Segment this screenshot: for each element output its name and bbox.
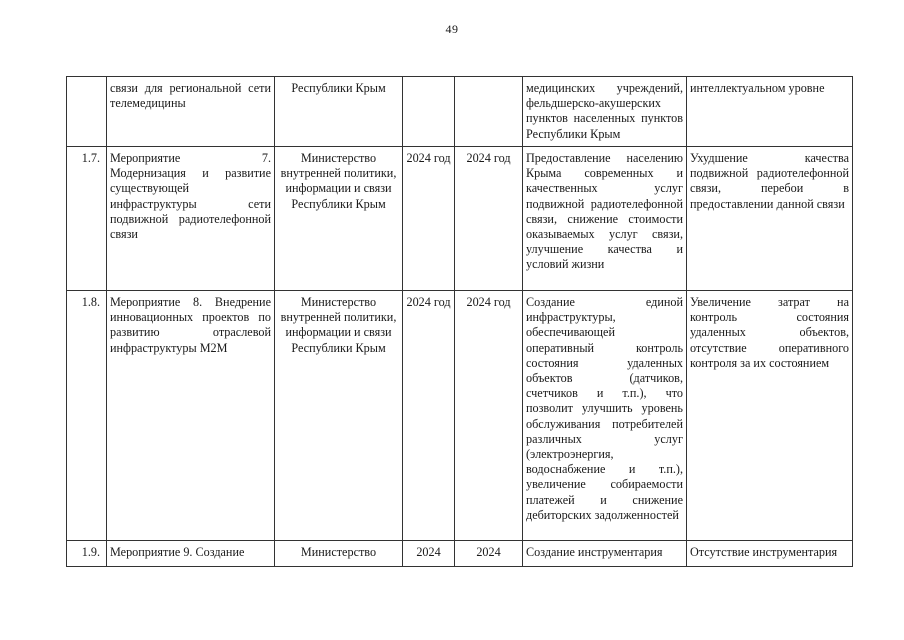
- measure-name: Мероприятие 8. Внедрение инновационных проектов по развитию отраслевой инфраструктуры М2М: [107, 291, 275, 541]
- start-year: [403, 77, 455, 147]
- measure-name: связи для региональной сети телемедицины: [107, 77, 275, 147]
- start-year: 2024 год: [403, 147, 455, 291]
- row-number: 1.7.: [67, 147, 107, 291]
- expected-result: медицинских учреждений, фельдшерско-акушерских пунктов населенных пунктов Республики Крым: [523, 77, 687, 147]
- row-number: [67, 77, 107, 147]
- executor: Министерство внутренней политики, информации и связи Республики Крым: [275, 291, 403, 541]
- start-year: 2024 год: [403, 291, 455, 541]
- executor: Министерство: [275, 541, 403, 567]
- measures-table: [66, 76, 853, 567]
- row-number: 1.9.: [67, 541, 107, 567]
- end-year: 2024 год: [455, 291, 523, 541]
- table-row: [67, 147, 853, 291]
- consequence: Ухудшение качества подвижной радиотелефонной связи, перебои в предоставлении данной связи: [687, 147, 853, 291]
- table-row: [67, 541, 853, 567]
- consequence: интеллектуальном уровне: [687, 77, 853, 147]
- start-year: 2024: [403, 541, 455, 567]
- measure-name: Мероприятие 7. Модернизация и развитие существующей инфраструктуры сети подвижной радиотелефонной связи: [107, 147, 275, 291]
- expected-result: Предоставление населению Крыма современных и качественных услуг подвижной радиотелефонной связи, снижение стоимости оказываемых услуг связи, улучшение качества и условий жизни: [523, 147, 687, 291]
- table-row: [67, 77, 853, 147]
- expected-result: Создание единой инфраструктуры, обеспечивающей оперативный контроль состояния удаленных объектов (датчиков, счетчиков и т.п.), что позволит улучшить уровень обслуживания потребителей различных услуг (электроэнергия, водоснабжение и т.п.), увеличение собираемости платежей и снижение дебиторских задолженностей: [523, 291, 687, 541]
- consequence: Увеличение затрат на контроль состояния удаленных объектов, отсутствие оперативного контроля за их состоянием: [687, 291, 853, 541]
- end-year: 2024: [455, 541, 523, 567]
- page-number: 49: [445, 22, 459, 36]
- measure-name: Мероприятие 9. Создание: [107, 541, 275, 567]
- executor: Республики Крым: [275, 77, 403, 147]
- row-number: 1.8.: [67, 291, 107, 541]
- end-year: 2024 год: [455, 147, 523, 291]
- end-year: [455, 77, 523, 147]
- expected-result: Создание инструментария: [523, 541, 687, 567]
- consequence: Отсутствие инструментария: [687, 541, 853, 567]
- executor: Министерство внутренней политики, информации и связи Республики Крым: [275, 147, 403, 291]
- table-row: [67, 291, 853, 541]
